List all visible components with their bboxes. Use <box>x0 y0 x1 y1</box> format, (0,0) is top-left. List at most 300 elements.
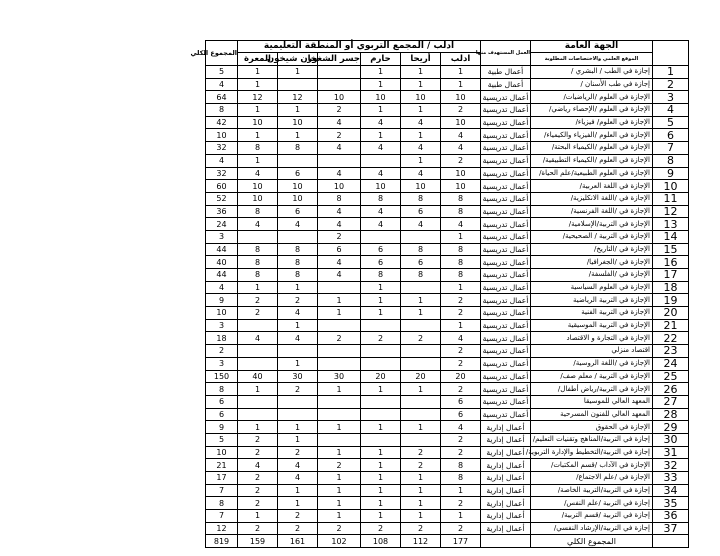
row-total: 4 <box>206 281 238 294</box>
row-region-value: 8 <box>238 142 278 155</box>
row-region-value: 2 <box>238 484 278 497</box>
row-region-value <box>361 433 401 446</box>
row-category: أعمال تدريسية <box>481 167 531 180</box>
row-region-value: 8 <box>441 256 481 269</box>
row-region-value: 4 <box>238 459 278 472</box>
row-region-value: 1 <box>401 307 441 320</box>
row-specialization: الإجازة في التربية / الصحيحية/ <box>531 230 653 243</box>
row-region-value: 4 <box>401 142 441 155</box>
row-region-value <box>278 408 318 421</box>
row-region-value: 20 <box>401 370 441 383</box>
row-category: أعمال تدريسية <box>481 345 531 358</box>
row-region-value <box>361 395 401 408</box>
row-region-value <box>318 154 361 167</box>
row-number: 8 <box>653 154 689 167</box>
row-region-value: 1 <box>361 497 401 510</box>
row-region-value <box>401 395 441 408</box>
row-region-value: 1 <box>278 357 318 370</box>
row-specialization: المعهد العالي للموسيقا <box>531 395 653 408</box>
row-number: 22 <box>653 332 689 345</box>
row-region-value <box>238 230 278 243</box>
row-region-value <box>278 345 318 358</box>
row-region-value: 2 <box>441 104 481 117</box>
row-category: أعمال إدارية <box>481 446 531 459</box>
row-specialization: الإجازة في التربية الفنية <box>531 307 653 320</box>
row-region-value: 1 <box>361 66 401 79</box>
row-region-value <box>238 408 278 421</box>
row-category: أعمال تدريسية <box>481 256 531 269</box>
row-region-value: 1 <box>441 66 481 79</box>
row-region-value <box>361 319 401 332</box>
row-specialization: الإجازة في العلوم /الفيزياء والكيمياء/ <box>531 129 653 142</box>
table-row <box>206 294 689 307</box>
row-region-value: 2 <box>238 446 278 459</box>
row-region-value: 10 <box>238 192 278 205</box>
row-number: 28 <box>653 408 689 421</box>
row-specialization: إجازة في الطب / البشري / <box>531 66 653 79</box>
row-specialization: الإجازة في العلوم /الكيمياء التطبيقية/ <box>531 154 653 167</box>
row-region-value: 4 <box>318 142 361 155</box>
row-region-value: 2 <box>441 383 481 396</box>
row-category: أعمال تدريسية <box>481 91 531 104</box>
row-region-value <box>318 345 361 358</box>
row-region-value: 2 <box>318 459 361 472</box>
row-region-value <box>401 345 441 358</box>
row-region-value <box>361 230 401 243</box>
row-category: أعمال تدريسية <box>481 370 531 383</box>
row-category: أعمال تدريسية <box>481 395 531 408</box>
table-row <box>206 332 689 345</box>
row-category: أعمال تدريسية <box>481 269 531 282</box>
row-number: 10 <box>653 180 689 193</box>
totals-label: المجموع الكلي <box>531 535 653 548</box>
row-region-value: 2 <box>361 332 401 345</box>
row-region-value: 1 <box>318 294 361 307</box>
row-region-value: 1 <box>318 383 361 396</box>
row-region-value: 1 <box>238 421 278 434</box>
row-specialization: إجازة في التربية/الإرشاد النفسي/ <box>531 522 653 535</box>
row-region-value: 1 <box>401 66 441 79</box>
row-region-value: 8 <box>238 205 278 218</box>
row-region-value: 30 <box>278 370 318 383</box>
row-region-value: 2 <box>278 383 318 396</box>
header-region-harem: حارم <box>361 53 401 66</box>
row-region-value: 8 <box>238 256 278 269</box>
row-region-value: 2 <box>278 522 318 535</box>
row-total: 3 <box>206 230 238 243</box>
row-region-value: 1 <box>441 78 481 91</box>
row-number: 26 <box>653 383 689 396</box>
row-region-value: 4 <box>361 116 401 129</box>
row-region-value: 4 <box>278 472 318 485</box>
table-row <box>206 522 689 535</box>
table-row <box>206 446 689 459</box>
row-total: 6 <box>206 395 238 408</box>
row-region-value: 1 <box>238 66 278 79</box>
row-region-value: 1 <box>361 383 401 396</box>
row-category: أعمال طبية <box>481 66 531 79</box>
row-region-value: 4 <box>441 218 481 231</box>
row-region-value <box>238 319 278 332</box>
row-region-value <box>278 395 318 408</box>
row-region-value <box>318 319 361 332</box>
row-number: 7 <box>653 142 689 155</box>
row-region-value <box>238 345 278 358</box>
row-total: 10 <box>206 307 238 320</box>
row-region-value <box>361 357 401 370</box>
table-row <box>206 142 689 155</box>
row-number: 23 <box>653 345 689 358</box>
row-total: 17 <box>206 472 238 485</box>
row-region-value: 1 <box>361 446 401 459</box>
row-specialization: إجازة في التربية/المناهج وتقنيات التعليم/ <box>531 433 653 446</box>
row-region-value: 1 <box>238 510 278 523</box>
row-category: أعمال تدريسية <box>481 142 531 155</box>
row-category: أعمال إدارية <box>481 421 531 434</box>
header-spec-desc: الموقع العلمي والاختصاصات المطلوبة <box>531 53 653 66</box>
row-specialization: الإجازة في العلوم الطبيعية/علم الحياة/ <box>531 167 653 180</box>
row-region-value: 30 <box>318 370 361 383</box>
row-category: أعمال إدارية <box>481 497 531 510</box>
table-row <box>206 408 689 421</box>
row-region-value: 2 <box>278 294 318 307</box>
row-category: أعمال تدريسية <box>481 116 531 129</box>
row-category: أعمال تدريسية <box>481 129 531 142</box>
row-region-value: 4 <box>361 218 401 231</box>
row-region-value: 2 <box>401 332 441 345</box>
row-specialization: إجازة في التربية/التخطيط والإدارة التربوية/ <box>531 446 653 459</box>
row-specialization: المعهد العالي للفنون المسرحية <box>531 408 653 421</box>
row-specialization: الإجازة في /اللغة الروسية/ <box>531 357 653 370</box>
row-specialization: الإجازة في التربية الرياضية <box>531 294 653 307</box>
header-region-idlib: ادلب <box>441 53 481 66</box>
row-total: 6 <box>206 408 238 421</box>
totals-cell: 161 <box>278 535 318 548</box>
row-total: 42 <box>206 116 238 129</box>
row-category: أعمال إدارية <box>481 510 531 523</box>
row-number: 33 <box>653 472 689 485</box>
row-specialization: الإجازة في الحقوق <box>531 421 653 434</box>
row-region-value: 1 <box>318 497 361 510</box>
table-row <box>206 370 689 383</box>
row-region-value: 1 <box>278 281 318 294</box>
header-region-ariha: أريحا <box>401 53 441 66</box>
row-region-value <box>401 357 441 370</box>
row-region-value: 2 <box>441 497 481 510</box>
row-number: 15 <box>653 243 689 256</box>
row-total: 18 <box>206 332 238 345</box>
row-total: 21 <box>206 459 238 472</box>
table-row <box>206 192 689 205</box>
row-specialization: الإجازة في /اللغة الانكليزية/ <box>531 192 653 205</box>
row-region-value: 1 <box>401 510 441 523</box>
row-region-value: 20 <box>361 370 401 383</box>
row-region-value: 1 <box>361 510 401 523</box>
row-region-value <box>278 230 318 243</box>
row-region-value: 8 <box>441 192 481 205</box>
row-region-value: 1 <box>278 66 318 79</box>
row-region-value <box>401 408 441 421</box>
row-region-value: 2 <box>441 433 481 446</box>
row-region-value: 4 <box>441 129 481 142</box>
row-category: أعمال تدريسية <box>481 230 531 243</box>
row-region-value: 8 <box>278 243 318 256</box>
row-number: 34 <box>653 484 689 497</box>
row-category: أعمال إدارية <box>481 433 531 446</box>
row-number: 32 <box>653 459 689 472</box>
row-number: 36 <box>653 510 689 523</box>
table-row <box>206 281 689 294</box>
row-region-value <box>318 78 361 91</box>
row-region-value: 10 <box>361 91 401 104</box>
row-region-value: 4 <box>278 307 318 320</box>
row-region-value: 2 <box>401 446 441 459</box>
row-number: 21 <box>653 319 689 332</box>
row-region-value: 10 <box>441 116 481 129</box>
row-region-value: 2 <box>401 522 441 535</box>
table-row <box>206 459 689 472</box>
row-region-value: 10 <box>278 192 318 205</box>
row-region-value: 1 <box>278 433 318 446</box>
row-region-value: 8 <box>401 269 441 282</box>
row-region-value: 8 <box>401 192 441 205</box>
row-region-value: 4 <box>238 332 278 345</box>
row-region-value: 2 <box>441 357 481 370</box>
row-region-value: 1 <box>401 104 441 117</box>
row-region-value: 1 <box>441 281 481 294</box>
row-specialization: إجازة في التربية /قسم التربية/ <box>531 510 653 523</box>
row-region-value: 1 <box>318 446 361 459</box>
row-number: 16 <box>653 256 689 269</box>
row-total: 150 <box>206 370 238 383</box>
row-region-value: 1 <box>318 421 361 434</box>
totals-cell: 102 <box>318 535 361 548</box>
row-region-value: 10 <box>238 116 278 129</box>
row-region-value: 8 <box>278 256 318 269</box>
row-region-value <box>318 281 361 294</box>
table-row <box>206 383 689 396</box>
row-region-value: 4 <box>441 421 481 434</box>
row-region-value: 1 <box>401 383 441 396</box>
row-number: 20 <box>653 307 689 320</box>
row-specialization: الإجازة في التربية / معلم صف/ <box>531 370 653 383</box>
table-row <box>206 421 689 434</box>
row-region-value: 1 <box>361 78 401 91</box>
row-region-value: 10 <box>401 180 441 193</box>
row-specialization: اقتصاد منزلي <box>531 345 653 358</box>
row-region-value: 6 <box>441 408 481 421</box>
totals-cell: 108 <box>361 535 401 548</box>
row-total: 32 <box>206 167 238 180</box>
header-authority: الجهة العامة <box>531 41 653 53</box>
vacancy-table-sheet <box>190 40 688 548</box>
row-region-value: 4 <box>318 167 361 180</box>
row-region-value: 8 <box>441 472 481 485</box>
row-region-value: 4 <box>361 205 401 218</box>
row-region-value: 1 <box>361 484 401 497</box>
table-row <box>206 154 689 167</box>
row-region-value: 2 <box>238 307 278 320</box>
row-region-value: 1 <box>238 154 278 167</box>
row-specialization: الإجازة في /الجغرافيا/ <box>531 256 653 269</box>
row-total: 24 <box>206 218 238 231</box>
row-region-value: 2 <box>318 129 361 142</box>
row-region-value: 1 <box>238 78 278 91</box>
row-total: 7 <box>206 484 238 497</box>
row-number: 6 <box>653 129 689 142</box>
row-number: 1 <box>653 66 689 79</box>
row-region-value: 8 <box>238 269 278 282</box>
row-category: أعمال إدارية <box>481 484 531 497</box>
row-region-value: 1 <box>318 472 361 485</box>
row-region-value: 2 <box>318 230 361 243</box>
row-number: 24 <box>653 357 689 370</box>
row-number: 5 <box>653 116 689 129</box>
row-category: أعمال تدريسية <box>481 307 531 320</box>
row-region-value: 2 <box>278 446 318 459</box>
row-region-value: 2 <box>318 332 361 345</box>
row-specialization: الإجازة في العلوم /الرياضيات/ <box>531 91 653 104</box>
row-total: 8 <box>206 497 238 510</box>
totals-cell: 177 <box>441 535 481 548</box>
table-row <box>206 230 689 243</box>
row-number: 9 <box>653 167 689 180</box>
row-category: أعمال تدريسية <box>481 281 531 294</box>
row-region-value: 1 <box>441 510 481 523</box>
row-specialization: الإجازة في /الفلسفة/ <box>531 269 653 282</box>
row-specialization: إجازة في التربية/التربية الخاصة/ <box>531 484 653 497</box>
row-region-value <box>278 154 318 167</box>
row-specialization: إجازة في التربية /علم النفس/ <box>531 497 653 510</box>
row-number: 27 <box>653 395 689 408</box>
row-region-value: 12 <box>278 91 318 104</box>
row-category: أعمال إدارية <box>481 522 531 535</box>
row-region-value <box>278 78 318 91</box>
row-region-value: 2 <box>238 497 278 510</box>
row-region-value: 8 <box>441 243 481 256</box>
row-specialization: الإجازة في /علم الاجتماع/ <box>531 472 653 485</box>
row-total: 9 <box>206 421 238 434</box>
row-region-value: 1 <box>318 484 361 497</box>
row-region-value: 1 <box>441 319 481 332</box>
row-category: أعمال تدريسية <box>481 332 531 345</box>
row-region-value: 2 <box>441 307 481 320</box>
row-total: 52 <box>206 192 238 205</box>
row-region-value: 4 <box>318 205 361 218</box>
row-category: أعمال تدريسية <box>481 357 531 370</box>
row-category: أعمال تدريسية <box>481 243 531 256</box>
row-total: 3 <box>206 319 238 332</box>
row-region-value: 8 <box>238 243 278 256</box>
table-row <box>206 497 689 510</box>
row-region-value: 10 <box>238 180 278 193</box>
header-seq <box>653 41 689 66</box>
grand-total: 819 <box>206 535 238 548</box>
row-region-value: 2 <box>278 510 318 523</box>
row-region-value: 6 <box>361 243 401 256</box>
row-specialization: الإجازة في العلوم/ فيزياء/ <box>531 116 653 129</box>
row-region-value: 8 <box>361 192 401 205</box>
row-region-value: 8 <box>441 269 481 282</box>
row-number: 25 <box>653 370 689 383</box>
row-total: 12 <box>206 522 238 535</box>
row-region-value: 2 <box>238 433 278 446</box>
row-region-value: 4 <box>278 459 318 472</box>
row-region-value: 2 <box>238 472 278 485</box>
row-total: 3 <box>206 357 238 370</box>
row-region-value: 1 <box>401 78 441 91</box>
totals-cell: 159 <box>238 535 278 548</box>
header-region-khan: خان شيخون <box>266 53 317 64</box>
row-region-value: 8 <box>361 269 401 282</box>
row-region-value: 1 <box>361 281 401 294</box>
table-row <box>206 66 689 79</box>
row-region-value: 4 <box>318 256 361 269</box>
row-number: 3 <box>653 91 689 104</box>
row-number: 18 <box>653 281 689 294</box>
row-category: أعمال تدريسية <box>481 294 531 307</box>
row-region-value: 4 <box>318 269 361 282</box>
row-region-value: 10 <box>441 180 481 193</box>
row-region-value: 6 <box>401 256 441 269</box>
row-total: 36 <box>206 205 238 218</box>
row-number: 19 <box>653 294 689 307</box>
row-number: 29 <box>653 421 689 434</box>
table-row <box>206 243 689 256</box>
row-region-value: 1 <box>278 497 318 510</box>
table-row <box>206 129 689 142</box>
header-category: العمل المستهدف منها <box>481 41 531 66</box>
row-region-value <box>318 395 361 408</box>
row-category: أعمال إدارية <box>481 459 531 472</box>
row-region-value: 4 <box>238 167 278 180</box>
row-region-value <box>318 66 361 79</box>
row-region-value: 2 <box>401 459 441 472</box>
table-row <box>206 510 689 523</box>
row-category: أعمال تدريسية <box>481 205 531 218</box>
row-region-value: 1 <box>361 129 401 142</box>
row-number: 35 <box>653 497 689 510</box>
row-region-value: 2 <box>441 522 481 535</box>
row-region-value: 6 <box>278 167 318 180</box>
table-row <box>206 433 689 446</box>
row-category: أعمال تدريسية <box>481 319 531 332</box>
row-specialization: الإجازة في التربية/رياض أطفال/ <box>531 383 653 396</box>
table-row <box>206 472 689 485</box>
row-region-value: 8 <box>401 243 441 256</box>
row-region-value: 10 <box>278 180 318 193</box>
row-number: 2 <box>653 78 689 91</box>
table-row <box>206 256 689 269</box>
row-total: 64 <box>206 91 238 104</box>
row-total: 5 <box>206 66 238 79</box>
row-region-value: 1 <box>401 472 441 485</box>
row-region-value: 1 <box>401 154 441 167</box>
row-region-value: 2 <box>441 154 481 167</box>
row-region-value: 6 <box>278 205 318 218</box>
row-total: 44 <box>206 269 238 282</box>
row-region-value: 10 <box>318 91 361 104</box>
row-region-value: 20 <box>441 370 481 383</box>
row-region-value: 1 <box>361 421 401 434</box>
row-specialization: الإجازة في /التاريخ/ <box>531 243 653 256</box>
row-region-value: 6 <box>441 395 481 408</box>
row-region-value: 4 <box>318 116 361 129</box>
row-region-value: 1 <box>441 484 481 497</box>
totals-row <box>206 535 689 548</box>
row-total: 10 <box>206 129 238 142</box>
row-region-value <box>238 395 278 408</box>
